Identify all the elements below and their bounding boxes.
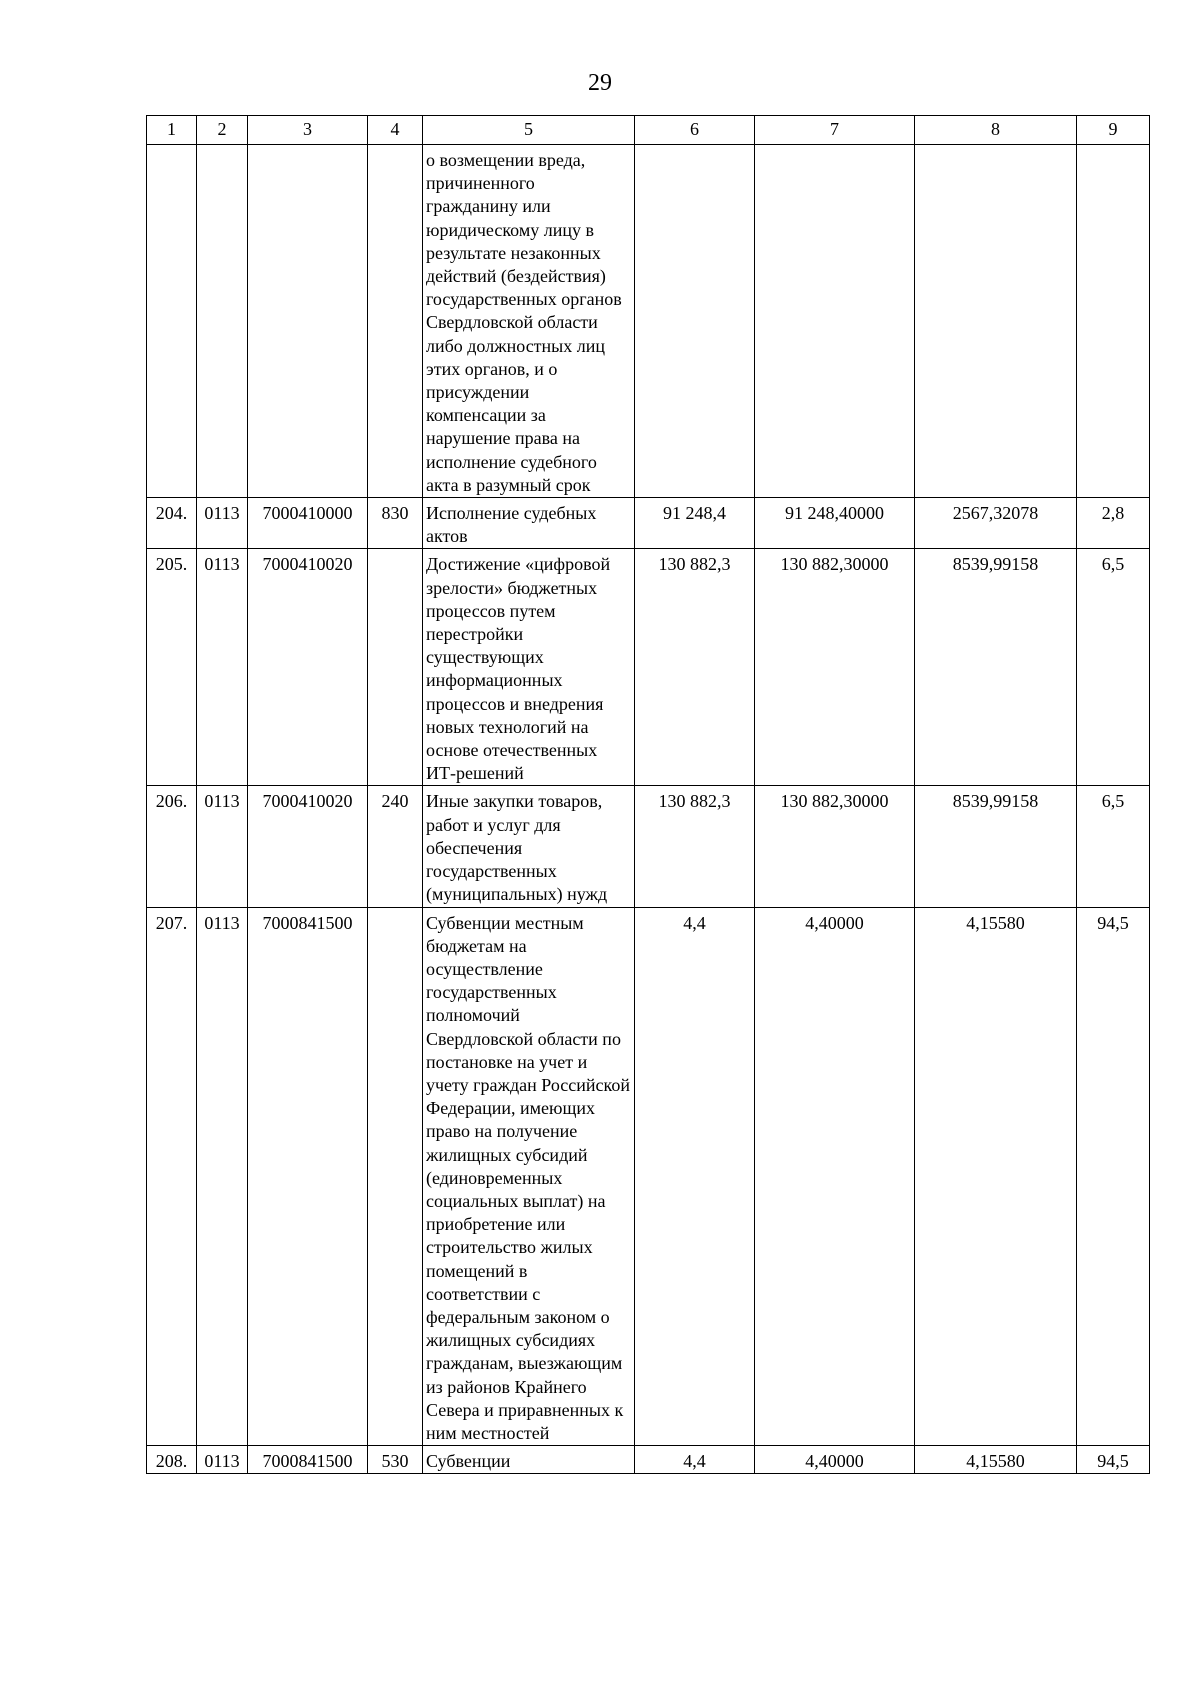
section-code-cell: 0113 xyxy=(197,498,248,549)
value-cell: 4,40000 xyxy=(755,1446,915,1474)
percent-cell xyxy=(1077,145,1150,498)
column-header: 6 xyxy=(635,116,755,145)
table-row xyxy=(147,549,1150,786)
row-number-cell: 204. xyxy=(147,498,197,549)
table-row xyxy=(147,907,1150,1446)
section-code-cell: 0113 xyxy=(197,1446,248,1474)
row-number-cell: 205. xyxy=(147,549,197,786)
value-cell: 4,15580 xyxy=(915,1446,1077,1474)
description-cell: Субвенции xyxy=(423,1446,635,1474)
table-header-row xyxy=(147,116,1150,145)
target-article-cell xyxy=(248,145,368,498)
percent-cell: 94,5 xyxy=(1077,907,1150,1446)
row-number-cell: 208. xyxy=(147,1446,197,1474)
row-number-cell: 206. xyxy=(147,786,197,907)
target-article-cell: 7000410000 xyxy=(248,498,368,549)
value-cell: 130 882,3 xyxy=(635,786,755,907)
expense-type-cell xyxy=(368,549,423,786)
description-cell: Достижение «цифровой зрелости» бюджетных процессов путем перестройки существующих информационных процессов и внедрения новых технологий на основе отечественных ИТ-решений xyxy=(423,549,635,786)
percent-cell: 94,5 xyxy=(1077,1446,1150,1474)
table-row xyxy=(147,498,1150,549)
percent-cell: 2,8 xyxy=(1077,498,1150,549)
section-code-cell: 0113 xyxy=(197,786,248,907)
value-cell: 130 882,3 xyxy=(635,549,755,786)
table-row xyxy=(147,145,1150,498)
value-cell: 4,15580 xyxy=(915,907,1077,1446)
column-header: 9 xyxy=(1077,116,1150,145)
column-header: 3 xyxy=(248,116,368,145)
column-header: 1 xyxy=(147,116,197,145)
column-header: 8 xyxy=(915,116,1077,145)
value-cell: 130 882,30000 xyxy=(755,786,915,907)
table-row xyxy=(147,786,1150,907)
budget-table xyxy=(146,115,1150,1474)
page-number: 29 xyxy=(588,70,612,96)
section-code-cell xyxy=(197,145,248,498)
value-cell: 4,40000 xyxy=(755,907,915,1446)
description-cell: Исполнение судебных актов xyxy=(423,498,635,549)
value-cell: 4,4 xyxy=(635,907,755,1446)
expense-type-cell xyxy=(368,907,423,1446)
value-cell: 2567,32078 xyxy=(915,498,1077,549)
row-number-cell: 207. xyxy=(147,907,197,1446)
target-article-cell: 7000410020 xyxy=(248,549,368,786)
percent-cell: 6,5 xyxy=(1077,549,1150,786)
value-cell: 91 248,40000 xyxy=(755,498,915,549)
column-header: 5 xyxy=(423,116,635,145)
column-header: 2 xyxy=(197,116,248,145)
target-article-cell: 7000841500 xyxy=(248,907,368,1446)
row-number-cell xyxy=(147,145,197,498)
target-article-cell: 7000410020 xyxy=(248,786,368,907)
expense-type-cell: 240 xyxy=(368,786,423,907)
value-cell: 91 248,4 xyxy=(635,498,755,549)
table-row xyxy=(147,1446,1150,1474)
description-cell: Иные закупки товаров, работ и услуг для обеспечения государственных (муниципальных) нужд xyxy=(423,786,635,907)
value-cell: 8539,99158 xyxy=(915,549,1077,786)
target-article-cell: 7000841500 xyxy=(248,1446,368,1474)
value-cell: 130 882,30000 xyxy=(755,549,915,786)
percent-cell: 6,5 xyxy=(1077,786,1150,907)
expense-type-cell: 830 xyxy=(368,498,423,549)
value-cell: 8539,99158 xyxy=(915,786,1077,907)
value-cell xyxy=(635,145,755,498)
column-header: 7 xyxy=(755,116,915,145)
section-code-cell: 0113 xyxy=(197,907,248,1446)
column-header: 4 xyxy=(368,116,423,145)
value-cell: 4,4 xyxy=(635,1446,755,1474)
value-cell xyxy=(915,145,1077,498)
expense-type-cell: 530 xyxy=(368,1446,423,1474)
expense-type-cell xyxy=(368,145,423,498)
section-code-cell: 0113 xyxy=(197,549,248,786)
value-cell xyxy=(755,145,915,498)
description-cell: Субвенции местным бюджетам на осуществление государственных полномочий Свердловской области по постановке на учет и учету граждан Российской Федерации, имеющих право на получение жилищных субсидий (единовременных социальных выплат) на приобретение или строительство жилых помещений в соответствии с федеральным законом о жилищных субсидиях гражданам, выезжающим из районов Крайнего Севера и приравненных к ним местностей xyxy=(423,907,635,1446)
description-cell: о возмещении вреда, причиненного гражданину или юридическому лицу в результате незаконных действий (бездействия) государственных органов Свердловской области либо должностных лиц этих органов, и о присуждении компенсации за нарушение права на исполнение судебного акта в разумный срок xyxy=(423,145,635,498)
